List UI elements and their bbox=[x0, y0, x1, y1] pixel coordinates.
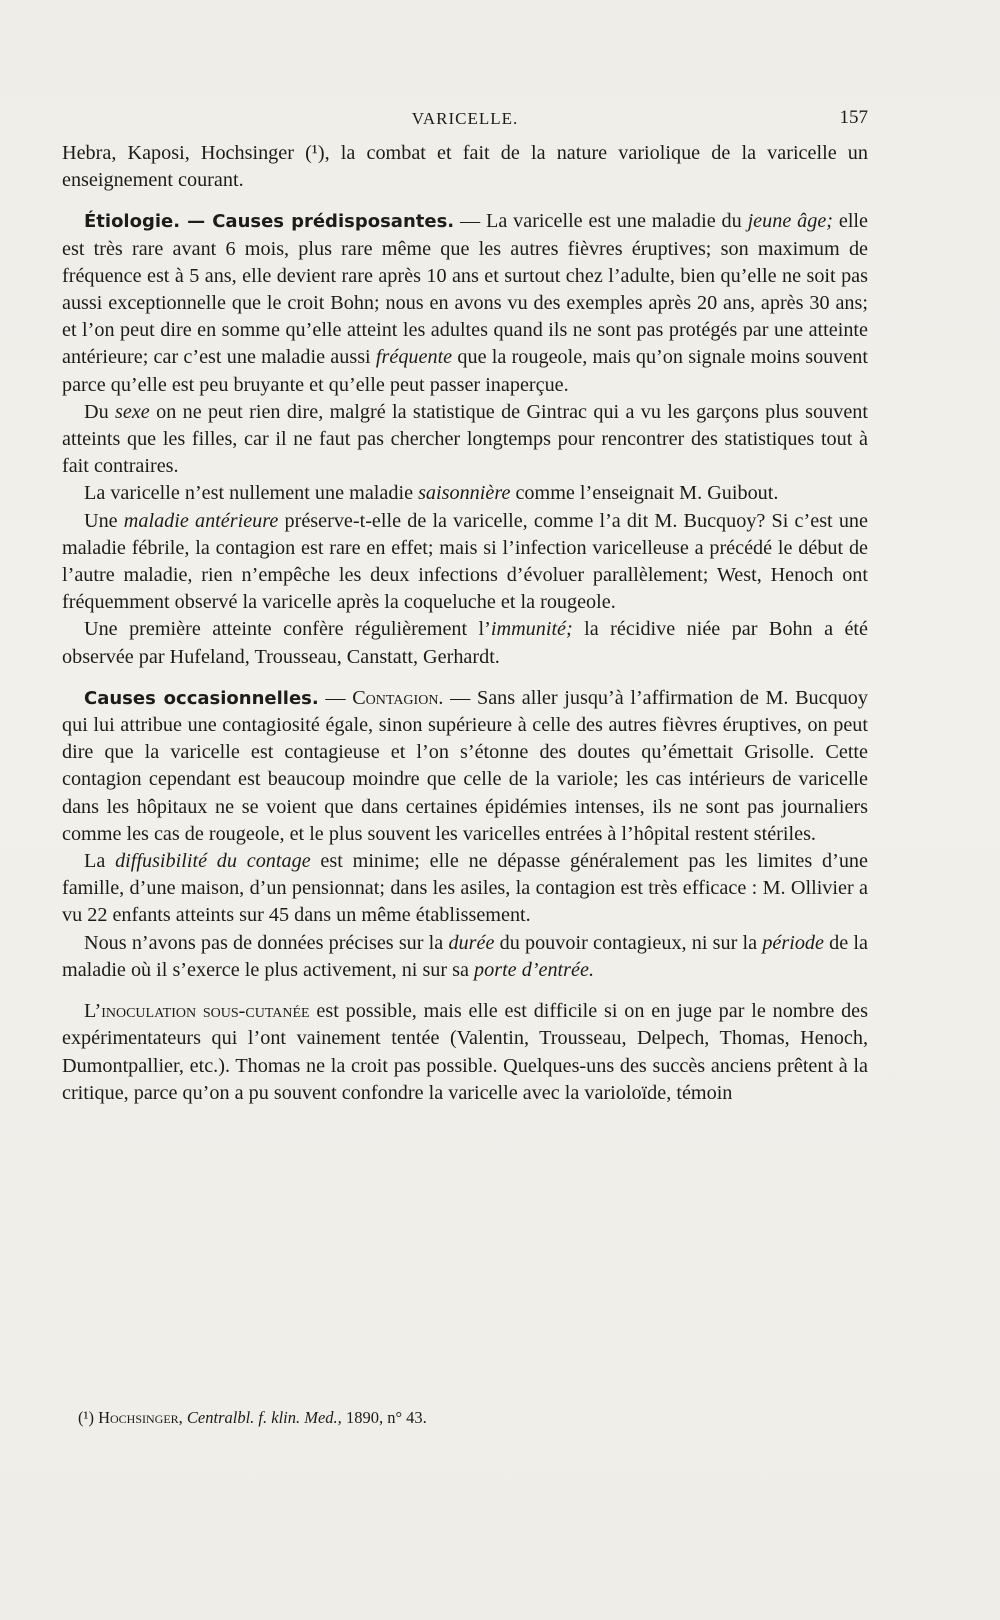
footnote bbox=[78, 1408, 427, 1428]
paragraph-duree: Nous n’avons pas de données précises sur la durée du pouvoir contagieux, ni sur la période de la maladie où il s’exerce le plus activement, ni sur sa porte d’entrée. bbox=[62, 931, 868, 981]
paragraph-intro: Hebra, Kaposi, Hochsinger (¹), la combat et fait de la nature variolique de la varicelle un enseignement courant. bbox=[62, 142, 868, 192]
page-header bbox=[62, 105, 868, 131]
body-text bbox=[62, 140, 868, 1107]
section-heading-causes-occasionnelles: Causes occasionnelles. bbox=[84, 687, 319, 709]
paragraph-sexe: Du sexe on ne peut rien dire, malgré la statistique de Gintrac qui a vu les garçons plus souvent atteints que les filles, car il ne faut pas chercher longtemps pour rencontrer des statistiques tout à fait contraires. bbox=[62, 400, 868, 478]
paragraph-maladie-anterieure: Une maladie antérieure préserve-t-elle de la varicelle, comme l’a dit M. Bucquoy? Si c’est une maladie fébrile, la contagion est rare en effet; mais si l’infection varicelleuse a précédé le début de l’autre maladie, rien n’empêche les deux infections d’évoluer parallèlement; West, Henoch ont fréquemment observé la varicelle après la coqueluche et la rougeole. bbox=[62, 509, 868, 614]
page-number: 157 bbox=[839, 107, 868, 128]
paragraph-inoculation: L’inoculation sous-cutanée est possible, mais elle est difficile si on en juge par le nombre des expérimentateurs qui l’ont vainement tentée (Valentin, Trousseau, Delpech, Thomas, Henoch, Dumontpallier, etc.). Thomas ne la croit pas possible. Quelques-uns des succès anciens prêtent à la critique, parce qu’on a pu souvent confondre la varicelle avec la varioloïde, témoin bbox=[62, 1000, 868, 1104]
paragraph-causes-occasionnelles: Causes occasionnelles. — Contagion. — Sans aller jusqu’à l’affirmation de M. Bucquoy qui lui attribue une contagiosité égale, sinon supérieure à celle des autres fièvres éruptives, on peut dire que la varicelle est contagieuse et l’on s’étonne des doutes qu’émettait Grisolle. Cette contagion cependant est beaucoup moindre que celle de la variole; les cas intérieurs de varicelle dans les hôpitaux ne se voient que dans certaines épidémies intenses, ils ne sont pas journaliers comme les cas de rougeole, et le plus souvent les varicelles entrées à l’hôpital restent stériles. bbox=[62, 686, 868, 845]
paragraph-diffusibilite: La diffusibilité du contage est minime; elle ne dépasse généralement pas les limites d’une famille, d’une maison, d’un pensionnat; dans les asiles, la contagion est très efficace : M. Ollivier a vu 22 enfants atteints sur 45 dans un même établissement. bbox=[62, 850, 868, 927]
running-head: VARICELLE. bbox=[411, 109, 519, 128]
paragraph-immunite: Une première atteinte confère régulièrement l’immunité; la récidive niée par Bohn a été observée par Hufeland, Trousseau, Canstatt, Gerhardt. bbox=[62, 618, 868, 668]
footnote-reference: 1890, n° 43. bbox=[341, 1408, 427, 1427]
footnote-author: Hochsinger, bbox=[98, 1408, 183, 1427]
footnote-marker: (¹) bbox=[78, 1408, 99, 1427]
section-heading-etiologie: Étiologie. — Causes prédisposantes. bbox=[84, 211, 455, 233]
footnote-journal: Centralbl. f. klin. Med., bbox=[182, 1408, 342, 1427]
paragraph-saison: La varicelle n’est nullement une maladie saisonnière comme l’enseignait M. Guibout. bbox=[84, 482, 779, 505]
paragraph-etiologie: Étiologie. — Causes prédisposantes. — La varicelle est une maladie du jeune âge; elle est très rare avant 6 mois, plus rare même que les autres fièvres éruptives; son maximum de fréquence est à 5 ans, elle devient rare après 10 ans et surtout chez l’adulte, bien qu’elle ne soit pas aussi exceptionnelle que le croit Bohn; nous en avons vu des exemples après 20 ans, après 30 ans; et l’on peut dire en somme qu’elle atteint les adultes quand ils ne sont pas protégés par une atteinte antérieure; car c’est une maladie aussi fréquente que la rougeole, mais qu’on signale moins souvent parce qu’elle est peu bruyante et qu’elle peut passer inaperçue. bbox=[62, 210, 869, 396]
